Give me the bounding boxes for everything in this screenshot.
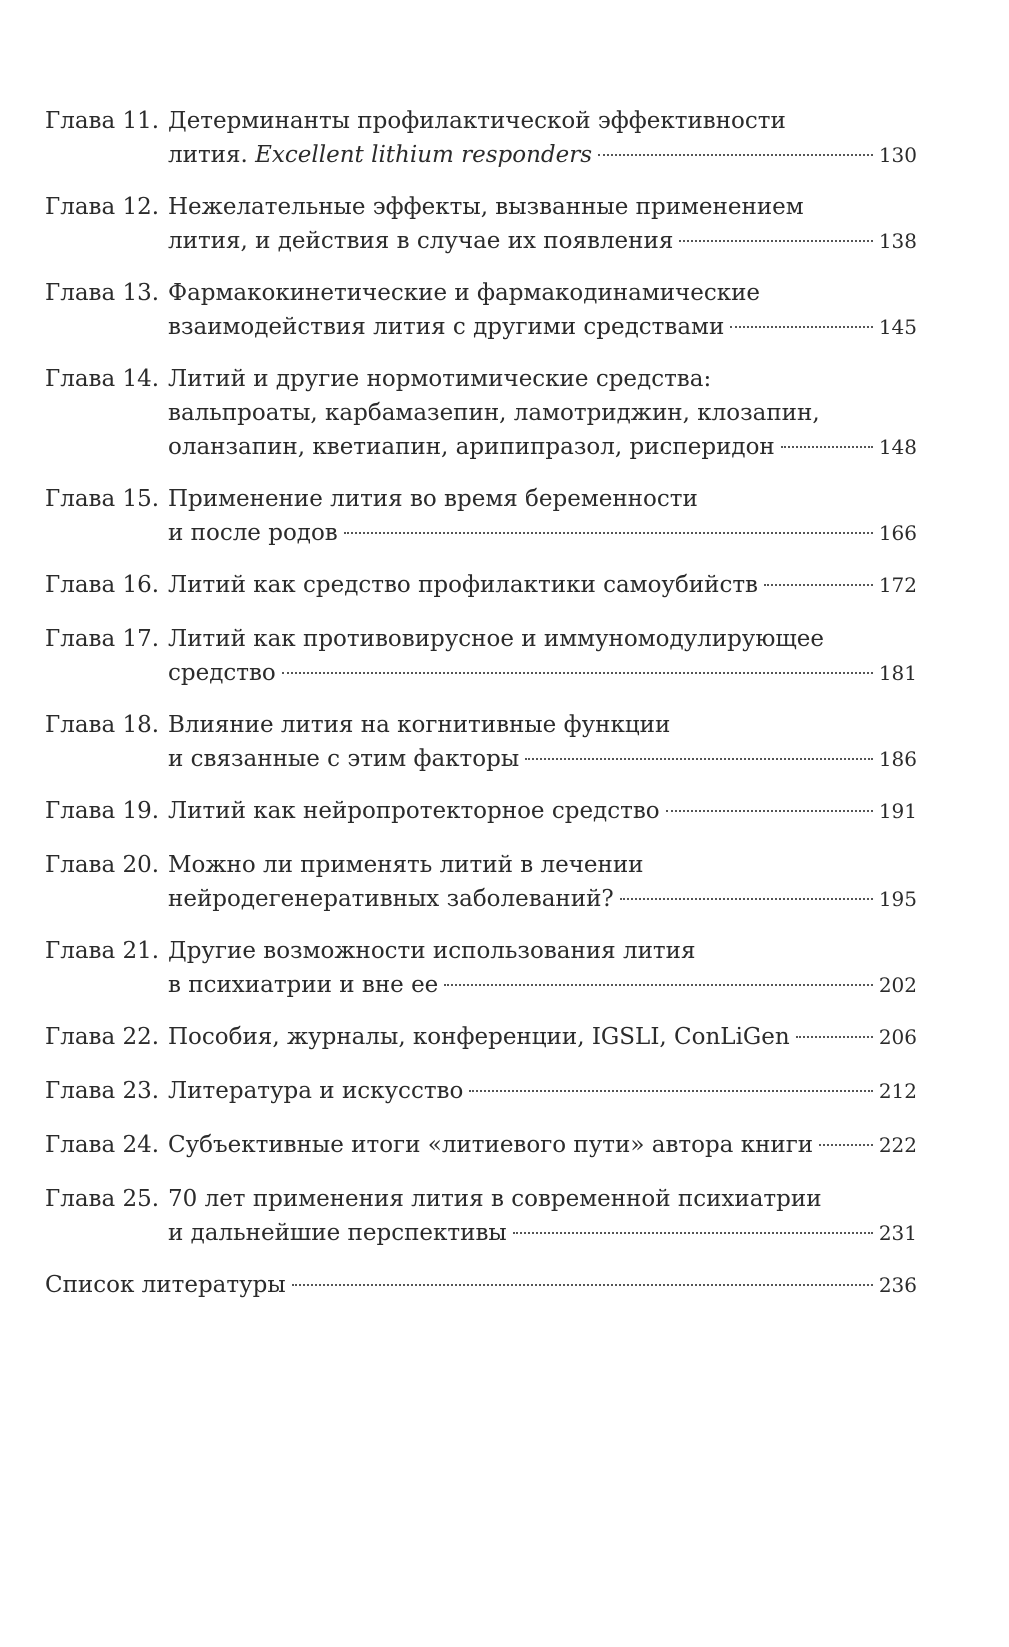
toc-entry[interactable] <box>45 1020 917 1054</box>
title-last-line: Литература и искусство <box>168 1078 464 1104</box>
chapter-title <box>168 568 917 602</box>
page-number: 202 <box>878 973 917 997</box>
page-number: 191 <box>878 799 917 823</box>
dot-leader <box>282 672 873 674</box>
dot-leader <box>666 810 873 812</box>
dot-leader <box>469 1090 872 1092</box>
dot-leader <box>513 1232 873 1234</box>
chapter-title <box>168 104 917 172</box>
title-line: Литий как противовирусное и иммуномодулирующее <box>168 626 824 652</box>
title-last-line: и связанные с этим факторы <box>168 746 520 772</box>
title-last-line: лития. <box>168 142 256 168</box>
title-line: Влияние лития на когнитивные функции <box>168 712 671 738</box>
title-last-line: Пособия, журналы, конференции, IGSLI, ConLiGen <box>168 1024 790 1050</box>
title-last-line: Литий как нейропротекторное средство <box>168 798 660 824</box>
chapter-title <box>168 482 917 550</box>
chapter-title <box>168 1128 917 1162</box>
dot-leader <box>796 1036 873 1038</box>
chapter-number: Глава 21. <box>45 938 160 964</box>
chapter-title <box>168 1074 917 1108</box>
title-line: вальпроаты, карбамазепин, ламотриджин, клозапин, <box>168 400 820 426</box>
title-last-line: в психиатрии и вне ее <box>168 972 439 998</box>
page-number: 138 <box>878 229 917 253</box>
chapter-number: Глава 22. <box>45 1024 160 1050</box>
dot-leader <box>781 446 873 448</box>
page-number: 181 <box>878 661 917 685</box>
chapter-number: Глава 17. <box>45 626 160 652</box>
page-number: 186 <box>878 747 917 771</box>
dot-leader <box>730 326 873 328</box>
chapter-number: Глава 13. <box>45 280 160 306</box>
chapter-number: Глава 16. <box>45 572 160 598</box>
chapter-number: Глава 25. <box>45 1186 160 1212</box>
page-number: 148 <box>878 435 917 459</box>
toc-entry[interactable] <box>45 1182 917 1250</box>
toc-entry[interactable] <box>45 568 917 602</box>
title-line: 70 лет применения лития в современной психиатрии <box>168 1186 822 1212</box>
title-line: Литий и другие нормотимические средства: <box>168 366 712 392</box>
toc-entry[interactable] <box>45 104 917 172</box>
dot-leader <box>292 1284 873 1286</box>
chapter-title <box>168 190 917 258</box>
dot-leader <box>764 584 873 586</box>
chapter-title <box>168 362 917 464</box>
chapter-title <box>168 1020 917 1054</box>
chapter-number: Глава 15. <box>45 486 160 512</box>
title-line: Можно ли применять литий в лечении <box>168 852 644 878</box>
title-line: Применение лития во время беременности <box>168 486 698 512</box>
title-last-line: Список литературы <box>45 1272 286 1298</box>
title-line: Другие возможности использования лития <box>168 938 696 964</box>
toc-entry[interactable] <box>45 1128 917 1162</box>
title-last-line: средство <box>168 660 276 686</box>
dot-leader <box>819 1144 873 1146</box>
title-last-line: и дальнейшие перспективы <box>168 1220 507 1246</box>
page-number: 145 <box>878 315 917 339</box>
chapter-number: Глава 11. <box>45 108 160 134</box>
page-number: 206 <box>878 1025 917 1049</box>
title-last-line: лития, и действия в случае их появления <box>168 228 674 254</box>
page-number: 172 <box>878 573 917 597</box>
chapter-number: Глава 24. <box>45 1132 160 1158</box>
toc-entry[interactable] <box>45 622 917 690</box>
page-number: 166 <box>878 521 917 545</box>
title-last-line: Субъективные итоги «литиевого пути» автора книги <box>168 1132 814 1158</box>
title-italic: Excellent lithium responders <box>255 142 593 168</box>
dot-leader <box>679 240 872 242</box>
title-line: Нежелательные эффекты, вызванные применением <box>168 194 804 220</box>
page-number: 222 <box>878 1133 917 1157</box>
title-last-line: взаимодействия лития с другими средствами <box>168 314 725 340</box>
chapter-title <box>168 794 917 828</box>
chapter-number: Глава 14. <box>45 366 160 392</box>
chapter-title <box>168 1182 917 1250</box>
toc-entry[interactable] <box>45 1074 917 1108</box>
chapter-number: Глава 23. <box>45 1078 160 1104</box>
title-last-line: и после родов <box>168 520 338 546</box>
page-number: 212 <box>878 1079 917 1103</box>
chapter-title <box>168 934 917 1002</box>
chapter-number: Глава 12. <box>45 194 160 220</box>
toc-entry[interactable] <box>45 362 917 464</box>
dot-leader <box>620 898 873 900</box>
toc-entry[interactable] <box>45 1268 917 1302</box>
chapter-title <box>168 848 917 916</box>
dot-leader <box>525 758 873 760</box>
chapter-title <box>168 276 917 344</box>
toc-entry[interactable] <box>45 276 917 344</box>
title-last-line: Литий как средство профилактики самоубийств <box>168 572 759 598</box>
toc-entry[interactable] <box>45 482 917 550</box>
dot-leader <box>444 984 873 986</box>
toc-entry[interactable] <box>45 934 917 1002</box>
chapter-title <box>45 1268 917 1302</box>
toc-entry[interactable] <box>45 190 917 258</box>
page-number: 195 <box>878 887 917 911</box>
toc-entry[interactable] <box>45 708 917 776</box>
title-line: Фармакокинетические и фармакодинамические <box>168 280 761 306</box>
toc-entry[interactable] <box>45 848 917 916</box>
page-number: 236 <box>878 1273 917 1297</box>
chapter-number: Глава 20. <box>45 852 160 878</box>
dot-leader <box>598 154 873 156</box>
page-number: 130 <box>878 143 917 167</box>
title-last-line: оланзапин, кветиапин, арипипразол, рисперидон <box>168 434 775 460</box>
chapter-title <box>168 708 917 776</box>
chapter-title <box>168 622 917 690</box>
chapter-number: Глава 18. <box>45 712 160 738</box>
title-line: Детерминанты профилактической эффективности <box>168 108 786 134</box>
page-number: 231 <box>878 1221 917 1245</box>
title-last-line: нейродегенеративных заболеваний? <box>168 886 614 912</box>
chapter-number: Глава 19. <box>45 798 160 824</box>
dot-leader <box>344 532 873 534</box>
toc-entry[interactable] <box>45 794 917 828</box>
